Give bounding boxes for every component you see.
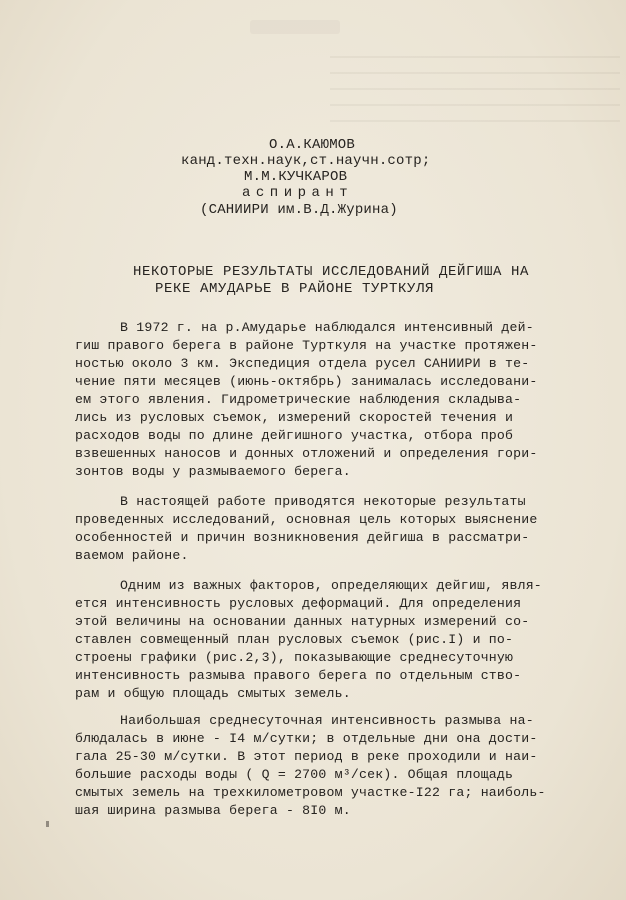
- margin-mark: [46, 821, 49, 827]
- p1-line: зонтов воды у размываемого берега.: [75, 464, 351, 479]
- bleed-through-text: [330, 56, 620, 136]
- p1-line: В 1972 г. на р.Амударье наблюдался интенсивный дей-: [120, 320, 534, 335]
- p4-line: гала 25-30 м/сутки. В этот период в реке проходили и наи-: [75, 749, 538, 764]
- p4-line: большие расходы воды ( Q = 2700 м³/сек). Общая площадь: [75, 767, 514, 782]
- p4-line: Наибольшая среднесуточная интенсивность размыва на-: [120, 713, 534, 728]
- p2-line: ваемом районе.: [75, 548, 189, 563]
- p1-line: взвешенных наносов и донных отложений и определения гори-: [75, 446, 538, 461]
- p3-line: Одним из важных факторов, определяющих дейгиш, явля-: [120, 578, 542, 593]
- p2-line: проведенных исследований, основная цель которых выяснение: [75, 512, 538, 527]
- p1-line: расходов воды по длине дейгишного участка, отбора проб: [75, 428, 514, 443]
- p1-line: ностью около 3 км. Экспедиция отдела русел САНИИРИ в те-: [75, 356, 530, 371]
- p3-line: ется интенсивность русловых деформаций. Для определения: [75, 596, 522, 611]
- bleed-through-page-number: [250, 20, 340, 34]
- p4-line: смытых земель на трехкилометровом участке-I22 га; наиболь-: [75, 785, 546, 800]
- p3-line: ставлен совмещенный план русловых съемок (рис.I) и по-: [75, 632, 514, 647]
- p4-line: блюдалась в июне - I4 м/сутки; в отдельные дни она дости-: [75, 731, 538, 746]
- article-title-line1: НЕКОТОРЫЕ РЕЗУЛЬТАТЫ ИССЛЕДОВАНИЙ ДЕЙГИША НА: [133, 264, 530, 280]
- p1-line: ем этого явления. Гидрометрические наблюдения складыва-: [75, 392, 522, 407]
- p1-line: гиш правого берега в районе Турткуля на участке протяжен-: [75, 338, 538, 353]
- author1-title: канд.техн.наук,ст.научн.сотр;: [181, 153, 431, 169]
- p1-line: лись из русловых съемок, измерений скоростей течения и: [75, 410, 514, 425]
- p2-line: особенностей и причин возникновения дейгиша в рассматри-: [75, 530, 530, 545]
- p3-line: интенсивность размыва правого берега по отдельным ство-: [75, 668, 522, 683]
- p3-line: рам и общую площадь смытых земель.: [75, 686, 351, 701]
- p3-line: этой величины на основании данных натурных измерений со-: [75, 614, 530, 629]
- affiliation: (САНИИРИ им.В.Д.Журина): [200, 202, 398, 218]
- p1-line: чение пяти месяцев (июнь-октябрь) занималась исследовани-: [75, 374, 538, 389]
- p3-line: строены графики (рис.2,3), показывающие среднесуточную: [75, 650, 514, 665]
- p4-line: шая ширина размыва берега - 8I0 м.: [75, 803, 351, 818]
- author1-name: О.А.КАЮМОВ: [269, 137, 356, 153]
- article-title-line2: РЕКЕ АМУДАРЬЕ В РАЙОНЕ ТУРТКУЛЯ: [155, 281, 435, 297]
- author2-title: аспирант: [242, 185, 354, 201]
- p2-line: В настоящей работе приводятся некоторые результаты: [120, 494, 526, 509]
- author2-name: М.М.КУЧКАРОВ: [244, 169, 348, 185]
